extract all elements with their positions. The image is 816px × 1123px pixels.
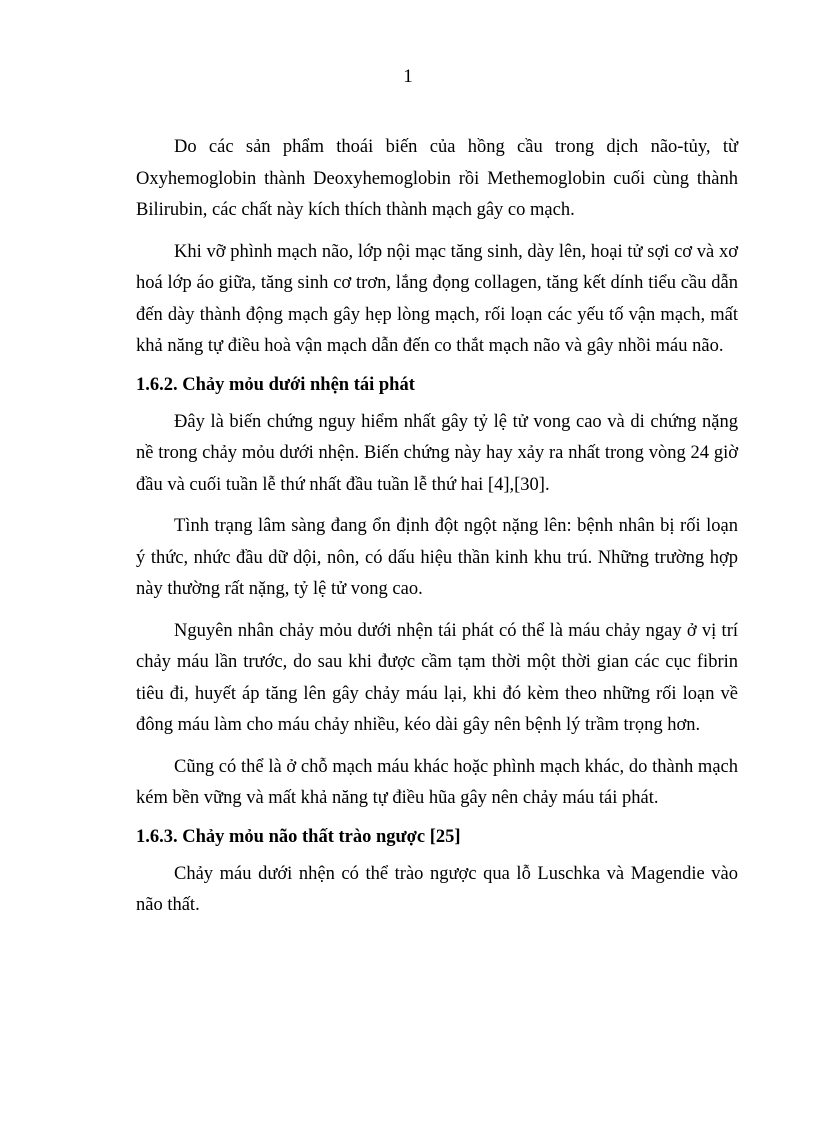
- document-body: [136, 132, 738, 932]
- paragraph-rebleeding-danger: Đây là biến chứng nguy hiểm nhất gây tỷ lệ tử vong cao và di chứng nặng nề trong chảy mỏu dưới nhện. Biến chứng này hay xảy ra nhất trong vòng 24 giờ đầu và cuối tuần lễ thứ nhất đầu tuần lễ thứ hai [4],[30].: [136, 411, 738, 495]
- paragraph-rebleeding-cause: Nguyên nhân chảy mỏu dưới nhện tái phát có thể là máu chảy ngay ở vị trí chảy máu lần trước, do sau khi được cầm tạm thời một thời gian các cục fibrin tiêu đi, huyết áp tăng lên gây chảy máu lại, khi đó kèm theo những rối loạn về đông máu làm cho máu chảy nhiều, kéo dài gây nên bệnh lý trầm trọng hơn.: [136, 620, 738, 735]
- section-heading-ventricular: 1.6.3. Chảy mỏu não thất trào ngược [25]: [136, 826, 461, 847]
- page-number: 1: [403, 66, 413, 87]
- paragraph-aneurysm-rupture: Khi vỡ phình mạch não, lớp nội mạc tăng sinh, dày lên, hoại tử sợi cơ và xơ hoá lớp áo giữa, tăng sinh cơ trơn, lắng đọng collagen, tăng kết dính tiểu cầu dẫn đến dày thành động mạch gây hẹp lòng mạch, rối loạn các yếu tố vận mạch, mất khả năng tự điều hoà vận mạch dẫn đến co thắt mạch não và gây nhồi máu não.: [136, 241, 738, 356]
- paragraph-hemoglobin-breakdown: Do các sản phẩm thoái biến của hồng cầu trong dịch não-tủy, từ Oxyhemoglobin thành Deoxyhemoglobin rồi Methemoglobin cuối cùng thành Bilirubin, các chất này kích thích thành mạch gây co mạch.: [136, 137, 738, 220]
- paragraph-ventricular-reflux: Chảy máu dưới nhện có thể trào ngược qua lỗ Luschka và Magendie vào não thất.: [136, 863, 738, 915]
- paragraph-other-aneurysm: Cũng có thể là ở chỗ mạch máu khác hoặc phình mạch khác, do thành mạch kém bền vững và mất khả năng tự điều hũa gây nên chảy máu tái phát.: [136, 756, 738, 808]
- paragraph-clinical-state: Tình trạng lâm sàng đang ổn định đột ngột nặng lên: bệnh nhân bị rối loạn ý thức, nhức đầu dữ dội, nôn, có dấu hiệu thần kinh khu trú. Những trường hợp này thường rất nặng, tỷ lệ tử vong cao.: [136, 516, 738, 599]
- section-heading-rebleeding: 1.6.2. Chảy mỏu dưới nhện tái phát: [136, 374, 415, 395]
